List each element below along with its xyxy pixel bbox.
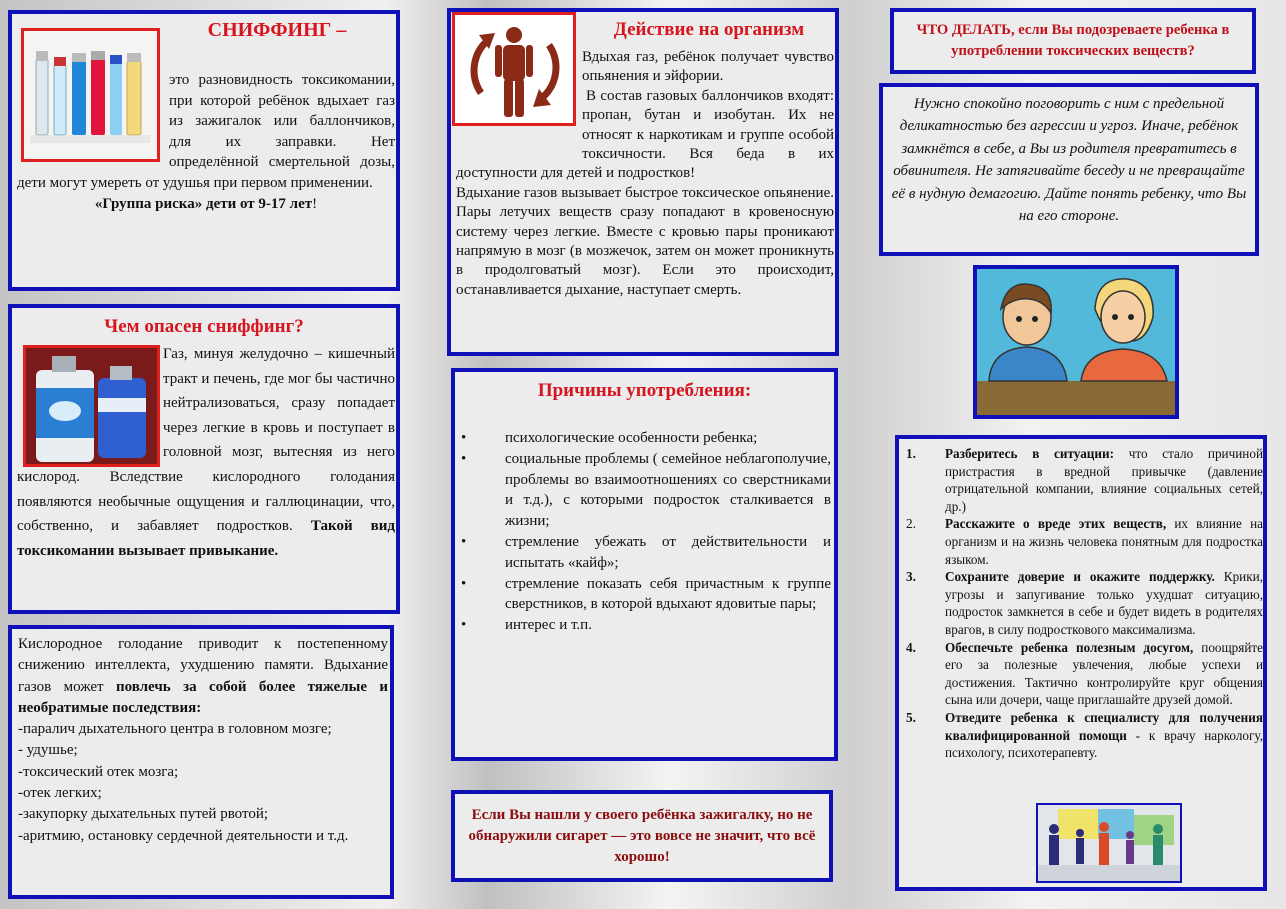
risk-group-text: «Группа риска» дети от 9-17 лет (94, 195, 313, 212)
danger-box (8, 304, 400, 614)
consequence-item: -закупорку дыхательных путей рвотой; (18, 806, 269, 823)
sniffing-definition-text: это разновидность токсикомании, при которой ребёнок вдыхает газ из зажигалок или баллончиков, для их заправки. Нет определённой смертельной дозы, дети могут умереть от удушья при первом применении. (17, 72, 395, 191)
reasons-box (451, 368, 838, 761)
consequence-item: -токсический отек мозга; (18, 763, 179, 780)
reason-item: • стремление показать себя причастным к группе сверстников, в которой вдыхают ядовитые пары; (457, 574, 831, 616)
effect-text-1: Вдыхая газ, ребёнок получает чувство опьянения и эйфории. (582, 49, 834, 85)
oxygen-paragraph (18, 634, 388, 847)
effect-title: Действие на организм (613, 19, 805, 40)
addiction-warning: Такой вид токсикомании вызывает привыкание. (17, 518, 396, 559)
effect-box (447, 8, 839, 356)
step-heading: Разберитесь в ситуации: (945, 446, 1114, 461)
step-number: 2. (906, 516, 916, 532)
step-text: что стало причиной пристрастия в вредной привычке (давление отрицательной компании, влияние социальных сетей, др.) (945, 446, 1263, 514)
effect-text-3: Вдыхание газов вызывает быстрое токсическое опьянение. Пары летучих веществ сразу попадают в кровеносную систему через легкие. Вместе с кровью пары проникают напрямую в мозг (в мозжечок, затем он может проникнуть в продолговатый мозг). Если это происходит, останавливается дыхание, наступает смерть. (456, 184, 834, 298)
step-text: Крики, угрозы и запугивание только ухудшат ситуацию, подросток замкнется в себе и будет видеть в родителях врагов, в силу подросткового максимализма. (945, 569, 1263, 637)
family-silhouettes-image (1036, 803, 1182, 883)
parent-child-illustration (973, 265, 1179, 419)
consequences-bold: повлечь за собой более тяжелые и необратимые последствия: (18, 678, 389, 716)
sniffing-title: СНИФФИНГ – (207, 19, 347, 41)
reason-item: • стремление убежать от действительности и испытать «кайф»; (457, 532, 831, 574)
oxygen-consequences-box (8, 625, 394, 899)
consequence-item: -отек легких; (18, 785, 102, 802)
lighter-note-text: Если Вы нашли у своего ребёнка зажигалку, но не обнаружили сигарет — это вовсе не значит, что всё хорошо! (468, 806, 816, 865)
what-to-do-title: ЧТО ДЕЛАТЬ, если Вы подозреваете ребенка в употреблении токсических веществ? (916, 22, 1230, 59)
step-item (901, 709, 1263, 762)
step-heading: Обеспечьте ребенка полезным досугом, (945, 639, 1194, 655)
lighter-note-box (451, 790, 833, 882)
steps-list (901, 445, 1263, 762)
step-text: их влияние на организм и на жизнь человека понятным для подростка языком. (945, 516, 1263, 567)
danger-title: Чем опасен сниффинг? (104, 316, 304, 337)
advice-box (879, 83, 1259, 256)
risk-group-end: ! (312, 195, 318, 212)
what-to-do-box (890, 8, 1256, 74)
consequence-item: -аритмию, остановку сердечной деятельности и т.д. (18, 827, 349, 844)
step-item (901, 639, 1263, 709)
reason-item: • психологические особенности ребенка; (457, 428, 831, 449)
danger-text: Газ, минуя желудочно – кишечный тракт и печень, где мог бы частично нейтрализоваться, сразу попадает через легкие в кровь и поступает в головной мозг, вытесняя из него кислород. Вследствие кислородного голодания появляются необычные ощущения и галлюцинации, что, собственно, и забавляет подростков. (17, 346, 395, 535)
reason-item: • интерес и т.п. (457, 615, 831, 636)
reasons-list (457, 428, 831, 636)
step-number: 3. (906, 569, 916, 585)
step-item (901, 445, 1263, 515)
consequence-item: - удушье; (18, 742, 78, 759)
step-item (901, 568, 1263, 638)
consequence-item: -паралич дыхательного центра в головном мозге; (18, 721, 332, 738)
oxygen-text: Кислородное голодание приводит к постепенному снижению интеллекта, ухудшению памяти. Вдыхание газов может (18, 636, 388, 695)
advice-text: Нужно спокойно поговорить с ним с предельной деликатностью без агрессии и угроз. Иначе, ребёнок замкнётся в себе, а Вы из родителя превратитесь в обвинителя. Не затягивайте беседу и не превращайте её в нудную демагогию. Дайте понять ребенку, что Вы на его стороне. (891, 96, 1247, 225)
sniffing-paragraph (17, 70, 395, 214)
step-heading: Сохраните доверие и окажите поддержку. (945, 569, 1215, 585)
reasons-title: Причины употребления: (537, 380, 752, 401)
step-heading: Отведите ребенка к специалисту для получения квалифицированной помощи (945, 709, 1263, 743)
step-text: - к врачу наркологу, психологу, психотерапевту. (945, 727, 1264, 761)
step-number: 1. (906, 446, 916, 461)
reason-item: • социальные проблемы ( семейное неблагополучие, проблемы во взаимоотношениях со сверстниками и т.д.), с которыми подросток сталкивается в жизни; (457, 449, 831, 532)
step-text: поощряйте его за полезные увлечения, любые успехи и достижения. Тактично контролируйте круг общения сына или дочери, чаще приглашайте друзей домой. (945, 639, 1263, 708)
step-heading: Расскажите о вреде этих веществ, (945, 516, 1167, 532)
step-item (901, 515, 1263, 568)
sniffing-definition-box (8, 10, 400, 291)
effect-paragraph (456, 48, 834, 300)
step-number: 5. (906, 709, 916, 725)
steps-box (895, 435, 1267, 891)
danger-paragraph (17, 342, 395, 563)
step-number: 4. (906, 639, 916, 655)
effect-text-2: В состав газовых баллончиков входят: пропан, бутан и изобутан. Их не относят к наркотикам и группе особой токсичности. Вся беда в их доступности для детей и подростков! (456, 87, 834, 182)
